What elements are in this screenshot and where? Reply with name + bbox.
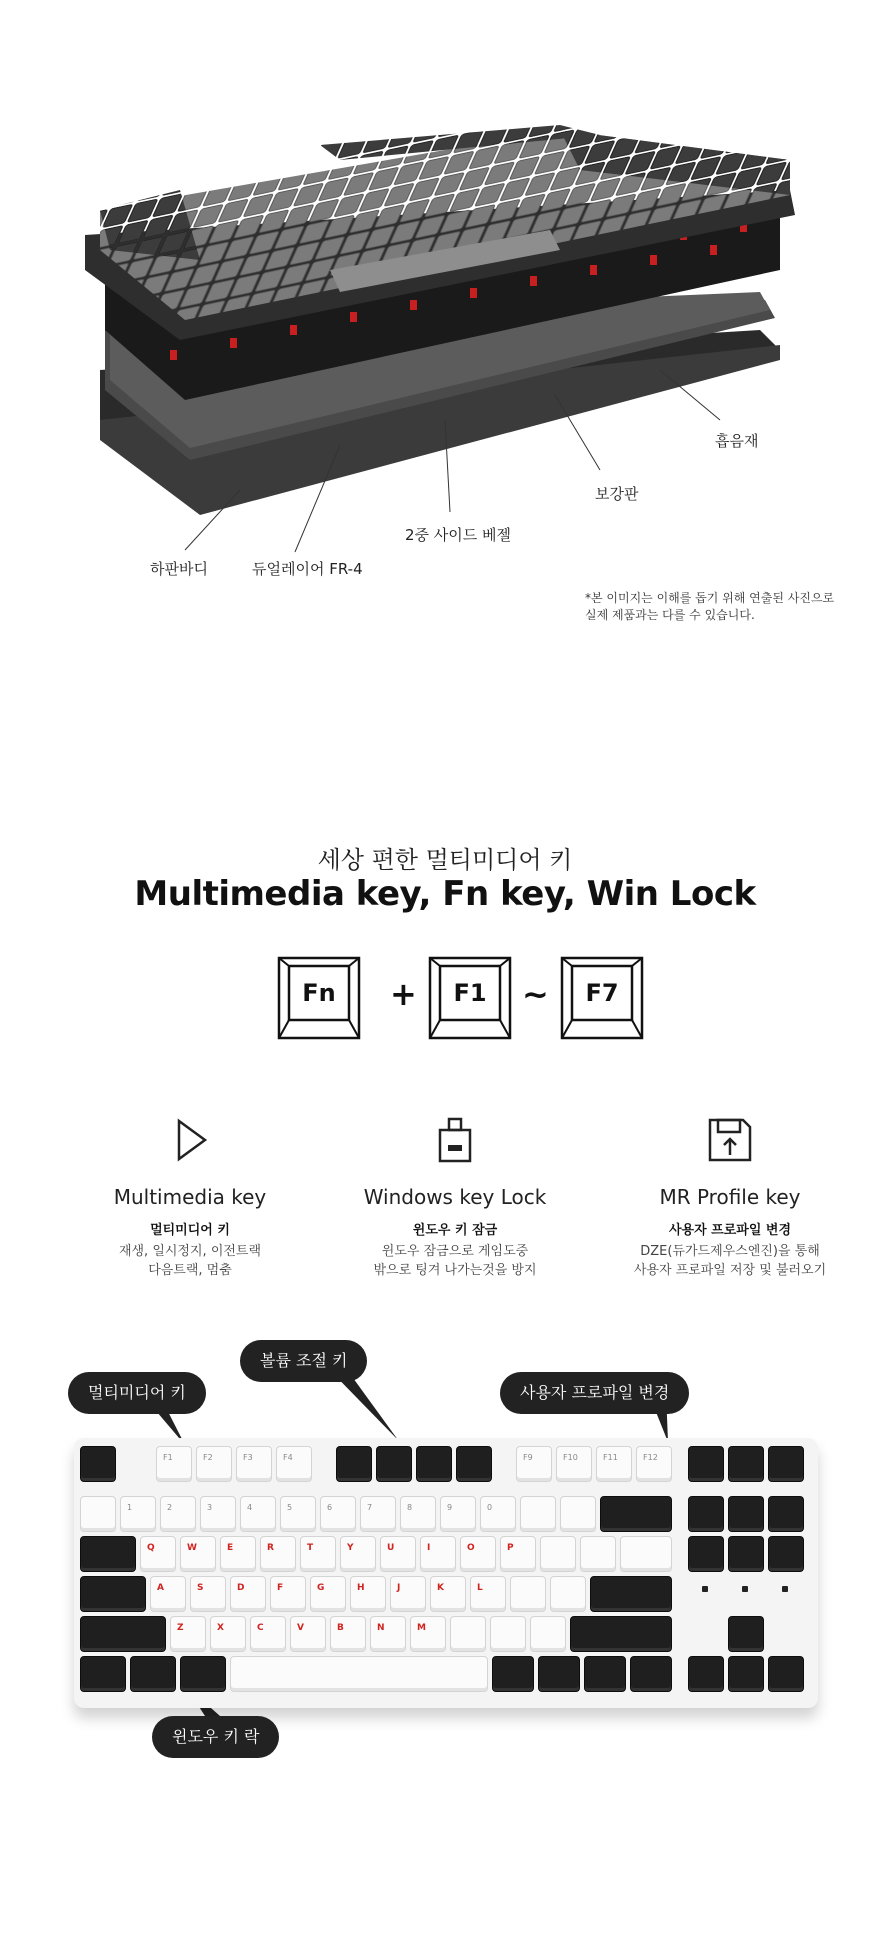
number-key: 5	[280, 1496, 316, 1532]
letter-key: Y	[340, 1536, 376, 1572]
f9-key: F9	[516, 1446, 552, 1482]
f10-key: F10	[556, 1446, 592, 1482]
indicator-led	[702, 1586, 708, 1592]
letter-key: P	[500, 1536, 536, 1572]
number-key: 3	[200, 1496, 236, 1532]
caps-lock-key	[80, 1576, 146, 1612]
bubble-volume-keys: 볼륨 조절 키	[240, 1340, 367, 1382]
f4-key: F4	[276, 1446, 312, 1482]
arrow-right-key	[768, 1656, 804, 1692]
delete-key	[688, 1536, 724, 1572]
windows-key	[130, 1656, 176, 1692]
bubble-windows-lock: 윈도우 키 락	[152, 1716, 279, 1758]
feature-description: DZE(듀가드제우스엔진)을 통해 사용자 프로파일 저장 및 불러오기	[633, 1244, 827, 1278]
home-key	[728, 1496, 764, 1532]
left-shift-key	[80, 1616, 166, 1652]
esc-key	[80, 1446, 116, 1482]
f1-keycap	[428, 956, 512, 1040]
section-title: Multimedia key, Fn key, Win Lock	[134, 874, 756, 914]
letter-key: Q	[140, 1536, 176, 1572]
number-key: 8	[400, 1496, 436, 1532]
bracket-key	[540, 1536, 576, 1572]
f6-key	[376, 1446, 412, 1482]
letter-key: U	[380, 1536, 416, 1572]
pause-key	[768, 1446, 804, 1482]
letter-key: X	[210, 1616, 246, 1652]
feature-title: Windows key Lock	[363, 1185, 547, 1209]
bubble-profile-change: 사용자 프로파일 변경	[500, 1372, 689, 1414]
f12-key: F12	[636, 1446, 672, 1482]
menu-key	[584, 1656, 626, 1692]
number-key: 7	[360, 1496, 396, 1532]
letter-key: K	[430, 1576, 466, 1612]
fn-key-label: Fn	[302, 979, 336, 1007]
f2-key: F2	[196, 1446, 232, 1482]
f7-key-label: F7	[585, 979, 619, 1007]
arrow-down-key	[728, 1656, 764, 1692]
enter-key	[590, 1576, 672, 1612]
semicolon-key	[510, 1576, 546, 1612]
insert-key	[688, 1496, 724, 1532]
keyboard-photo	[74, 1438, 818, 1708]
play-icon	[165, 1115, 215, 1165]
tilde-sign: ~	[522, 975, 549, 1013]
indicator-led	[742, 1586, 748, 1592]
letter-key: A	[150, 1576, 186, 1612]
scroll-lock-key	[728, 1446, 764, 1482]
arrow-up-key	[728, 1616, 764, 1652]
f3-key: F3	[236, 1446, 272, 1482]
slash-key	[530, 1616, 566, 1652]
callout-side-bezel: 2중 사이드 베젤	[405, 526, 512, 544]
letter-key: V	[290, 1616, 326, 1652]
right-shift-key	[570, 1616, 672, 1652]
letter-key: D	[230, 1576, 266, 1612]
tab-key	[80, 1536, 136, 1572]
letter-key: G	[310, 1576, 346, 1612]
section-subtitle: 세상 편한 멀티미디어 키	[317, 846, 573, 874]
f1-key-label: F1	[453, 979, 487, 1007]
exploded-keyboard-section	[0, 0, 890, 700]
feature-description: 윈도우 잠금으로 게임도중 밖으로 팅겨 나가는것을 방지	[373, 1244, 537, 1278]
callout-bottom-body: 하판바디	[150, 560, 208, 578]
f7-key	[416, 1446, 452, 1482]
right-alt-key	[492, 1656, 534, 1692]
letter-key: O	[460, 1536, 496, 1572]
number-key: 1	[120, 1496, 156, 1532]
arrow-left-key	[688, 1656, 724, 1692]
letter-key: H	[350, 1576, 386, 1612]
number-key: 4	[240, 1496, 276, 1532]
period-key	[490, 1616, 526, 1652]
feature-subtitle: 사용자 프로파일 변경	[668, 1223, 792, 1238]
left-ctrl-key	[80, 1656, 126, 1692]
grave-key	[80, 1496, 116, 1532]
letter-key: N	[370, 1616, 406, 1652]
letter-key: B	[330, 1616, 366, 1652]
feature-description: 재생, 일시정지, 이전트랙 다음트랙, 멈춤	[118, 1244, 262, 1278]
letter-key: E	[220, 1536, 256, 1572]
bracket-key	[580, 1536, 616, 1572]
feature-title: Multimedia key	[113, 1185, 267, 1209]
number-key: 9	[440, 1496, 476, 1532]
indicator-led	[782, 1586, 788, 1592]
f7-keycap	[560, 956, 644, 1040]
right-ctrl-key	[630, 1656, 672, 1692]
print-screen-key	[688, 1446, 724, 1482]
letter-key: T	[300, 1536, 336, 1572]
feature-title: MR Profile key	[659, 1185, 801, 1209]
page-up-key	[768, 1496, 804, 1532]
letter-key: C	[250, 1616, 286, 1652]
f8-key	[456, 1446, 492, 1482]
lock-icon	[430, 1115, 480, 1165]
f5-key	[336, 1446, 372, 1482]
letter-key: R	[260, 1536, 296, 1572]
feature-windows-lock	[310, 1115, 600, 1280]
feature-multimedia	[45, 1115, 335, 1280]
letter-key: L	[470, 1576, 506, 1612]
left-alt-key	[180, 1656, 226, 1692]
fn-keycap	[277, 956, 361, 1040]
callout-sound-absorber: 흡음재	[715, 432, 759, 450]
fn-key	[538, 1656, 580, 1692]
f11-key: F11	[596, 1446, 632, 1482]
feature-subtitle: 멀티미디어 키	[150, 1223, 230, 1238]
number-key: 2	[160, 1496, 196, 1532]
number-key: 0	[480, 1496, 516, 1532]
save-icon	[705, 1115, 755, 1165]
comma-key	[450, 1616, 486, 1652]
page-down-key	[768, 1536, 804, 1572]
f1-key: F1	[156, 1446, 192, 1482]
space-bar	[230, 1656, 488, 1692]
backspace-key	[600, 1496, 672, 1532]
callout-fr4: 듀얼레이어 FR-4	[252, 560, 363, 578]
minus-key	[520, 1496, 556, 1532]
bubble-multimedia-keys: 멀티미디어 키	[68, 1372, 206, 1414]
quote-key	[550, 1576, 586, 1612]
letter-key: Z	[170, 1616, 206, 1652]
letter-key: S	[190, 1576, 226, 1612]
letter-key: J	[390, 1576, 426, 1612]
letter-key: F	[270, 1576, 306, 1612]
plus-sign: +	[390, 975, 417, 1013]
backslash-key	[620, 1536, 672, 1572]
number-key: 6	[320, 1496, 356, 1532]
letter-key: W	[180, 1536, 216, 1572]
letter-key: M	[410, 1616, 446, 1652]
feature-subtitle: 윈도우 키 잠금	[412, 1223, 498, 1238]
equals-key	[560, 1496, 596, 1532]
letter-key: I	[420, 1536, 456, 1572]
end-key	[728, 1536, 764, 1572]
feature-mr-profile	[585, 1115, 875, 1280]
image-disclaimer: *본 이미지는 이해를 돕기 위해 연출된 사진으로 실제 제품과는 다를 수 있습니다.	[585, 591, 835, 622]
callout-reinforcement-plate: 보강판	[595, 485, 639, 503]
